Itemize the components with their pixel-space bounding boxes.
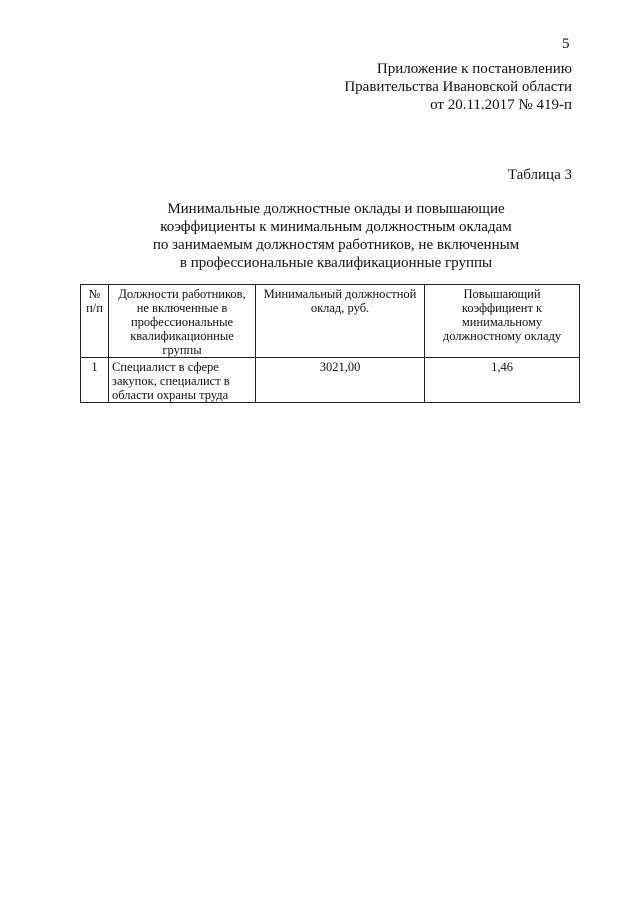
header-coefficient: Повышающий коэффициент к минимальному должностному окладу — [425, 285, 580, 358]
header-salary: Минимальный должностной оклад, руб. — [256, 285, 425, 358]
document-title — [80, 200, 592, 272]
cell-position: Специалист в сфере закупок, специалист в области охраны труда — [109, 358, 256, 403]
table-header-row — [81, 285, 580, 358]
header-number: № п/п — [81, 285, 109, 358]
appendix-line-2: Правительства Ивановской области — [344, 79, 572, 95]
cell-coefficient: 1,46 — [425, 358, 580, 403]
cell-salary: 3021,00 — [256, 358, 425, 403]
title-line-2: коэффициенты к минимальным должностным окладам — [160, 219, 512, 235]
title-line-1: Минимальные должностные оклады и повышающие — [167, 201, 505, 217]
appendix-heading — [344, 60, 572, 114]
salary-table — [80, 284, 580, 403]
table-label: Таблица 3 — [507, 167, 572, 183]
cell-number: 1 — [81, 358, 109, 403]
header-position: Должности работников, не включенные в профессиональные квалификационные группы — [109, 285, 256, 358]
appendix-line-3: от 20.11.2017 № 419-п — [430, 97, 572, 113]
appendix-line-1: Приложение к постановлению — [376, 61, 572, 77]
title-line-4: в профессиональные квалификационные группы — [179, 255, 493, 271]
title-line-3: по занимаемым должностям работников, не включенным — [152, 237, 520, 253]
table-row — [81, 358, 580, 403]
page-number: 5 — [562, 36, 570, 52]
